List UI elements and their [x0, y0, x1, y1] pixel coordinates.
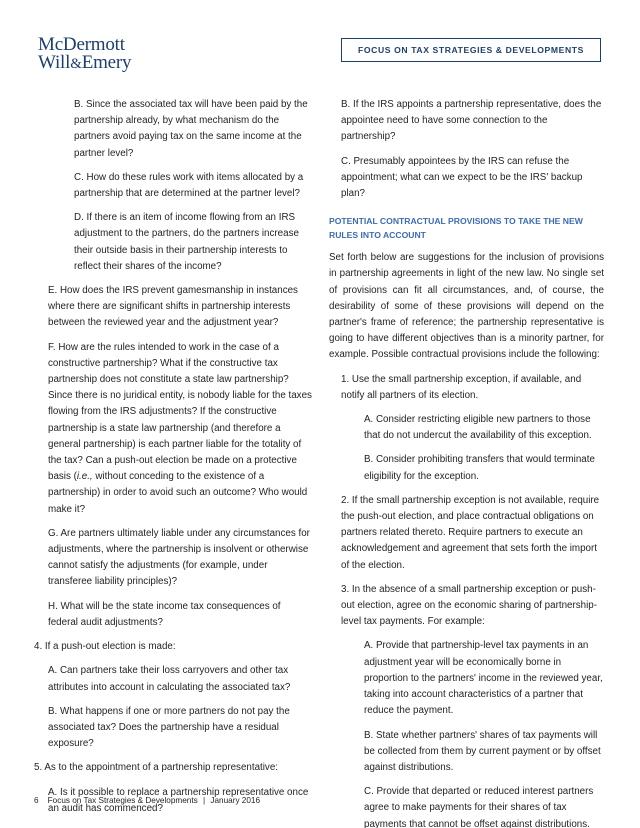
section-banner — [341, 38, 601, 62]
logo-word-will: Will — [38, 52, 71, 73]
provision-3b: B. State whether partners' shares of tax payments will be collected from them by current payment or by offset against distributions. — [364, 729, 601, 773]
logo-ampersand: & — [70, 56, 82, 72]
provision-3a: A. Provide that partnership-level tax payments in an adjustment year will be economically borne in proportion to the partners' income in the reviewed year, taking into account characteristics of a partner that reduce the payment. — [364, 640, 603, 717]
intro-paragraph: Set forth below are suggestions for the inclusion of provisions in partnership agreements in light of the new law. No single set of provisions can fit all circumstances, and, of course, the desirability of some of these provisions will depend on the partner's frame of reference; the partnership representative is going to have different objectives than is a minority partner, for example. Possible contractual provisions include the following: — [329, 252, 604, 361]
question-f-italic: i.e., — [76, 471, 93, 483]
question-g: G. Are partners ultimately liable under any circumstances for adjustments, where the partnership is insolvent or otherwise cannot satisfy the adjustments (for example, under transferee liability principles)? — [48, 527, 310, 588]
question-5b: B. If the IRS appoints a partnership representative, does the appointee need to have some connection to the partnership? — [341, 99, 602, 143]
provision-1: 1. Use the small partnership exception, if available, and notify all partners of its election. — [341, 373, 582, 401]
right-column — [329, 97, 604, 828]
publication-date: January 2016 — [210, 796, 261, 805]
question-4b: B. What happens if one or more partners do not pay the associated tax? Does the partnership have a residual exposure? — [48, 705, 290, 750]
section-banner-text: FOCUS ON TAX STRATEGIES & DEVELOPMENTS — [358, 45, 584, 55]
provision-3: 3. In the absence of a small partnership exception or push-out election, agree on the economic sharing of partnership-level tax payments. For example: — [341, 583, 597, 628]
question-h: H. What will be the state income tax consequences of federal audit adjustments? — [48, 600, 281, 628]
provision-3c: C. Provide that departed or reduced interest partners agree to make payments for their shares of tax payments that cannot be offset against distributions. — [364, 786, 594, 828]
section-heading: POTENTIAL CONTRACTUAL PROVISIONS TO TAKE THE NEW RULES INTO ACCOUNT — [329, 216, 583, 241]
question-5a: A. Is it possible to replace a partnership representative once an audit has commenced? — [48, 786, 309, 814]
provision-2: 2. If the small partnership exception is not available, require the push-out election, and place contractual obligations on partners related thereto. Require partners to execute an acknowledgement and agreement that sets forth the import of the election. — [341, 494, 600, 571]
logo-line-2 — [38, 54, 131, 73]
item-4: 4. If a push-out election is made: — [34, 641, 176, 653]
question-3b: B. Since the associated tax will have been paid by the partnership already, by what mechanism do the partners avoid paying tax on the same income at the partner level? — [74, 99, 308, 159]
provision-1a: A. Consider restricting eligible new partners to those that do not undercut the availability of this exception. — [364, 414, 592, 442]
publication-name: Focus on Tax Strategies & Developments — [47, 796, 198, 805]
left-column — [34, 97, 312, 825]
question-f-part-1: F. How are the rules intended to work in the case of a constructive partnership? What if the constructive tax partnership does not constitute a state law partnership? Since there is no juridical entity, is nobody liable for the taxes flowing from the IRS adjustments? If the constructive partnership is a state law partnership (and therefore a general partnership) is each partner liable for the totality of the tax? Can a push-out election be made on a protective basis ( — [48, 341, 312, 483]
question-f — [34, 340, 312, 518]
page-number: 6 — [34, 796, 39, 805]
question-f-part-2: without conceding to the existence of a partnership) in order to avoid such an outcome? Who would make it? — [48, 471, 308, 515]
logo-line-1: McDermott — [38, 34, 125, 55]
question-5c: C. Presumably appointees by the IRS can refuse the appointment; what can we expect to be the IRS' backup plan? — [341, 155, 583, 200]
question-3c: C. How do these rules work with items allocated by a partnership that are determined at the partner level? — [74, 171, 304, 200]
footer-separator: | — [202, 796, 206, 805]
logo-word-emery: Emery — [81, 52, 132, 73]
item-5: 5. As to the appointment of a partnership representative: — [34, 762, 278, 774]
provision-1b: B. Consider prohibiting transfers that would terminate eligibility for the exception. — [364, 454, 595, 482]
question-3d: D. If there is an item of income flowing from an IRS adjustment to the partners, do the partners increase their outside basis in their partnership interests to reflect their shares of the income? — [74, 212, 299, 272]
page-footer — [34, 796, 260, 805]
question-e: E. How does the IRS prevent gamesmanship in instances where there are significant shifts in partnership interests between the reviewed year and the adjustment year? — [48, 285, 298, 329]
question-4a: A. Can partners take their loss carryovers and other tax attributes into account in calculating the associated tax? — [48, 665, 291, 693]
firm-logo — [38, 36, 131, 73]
